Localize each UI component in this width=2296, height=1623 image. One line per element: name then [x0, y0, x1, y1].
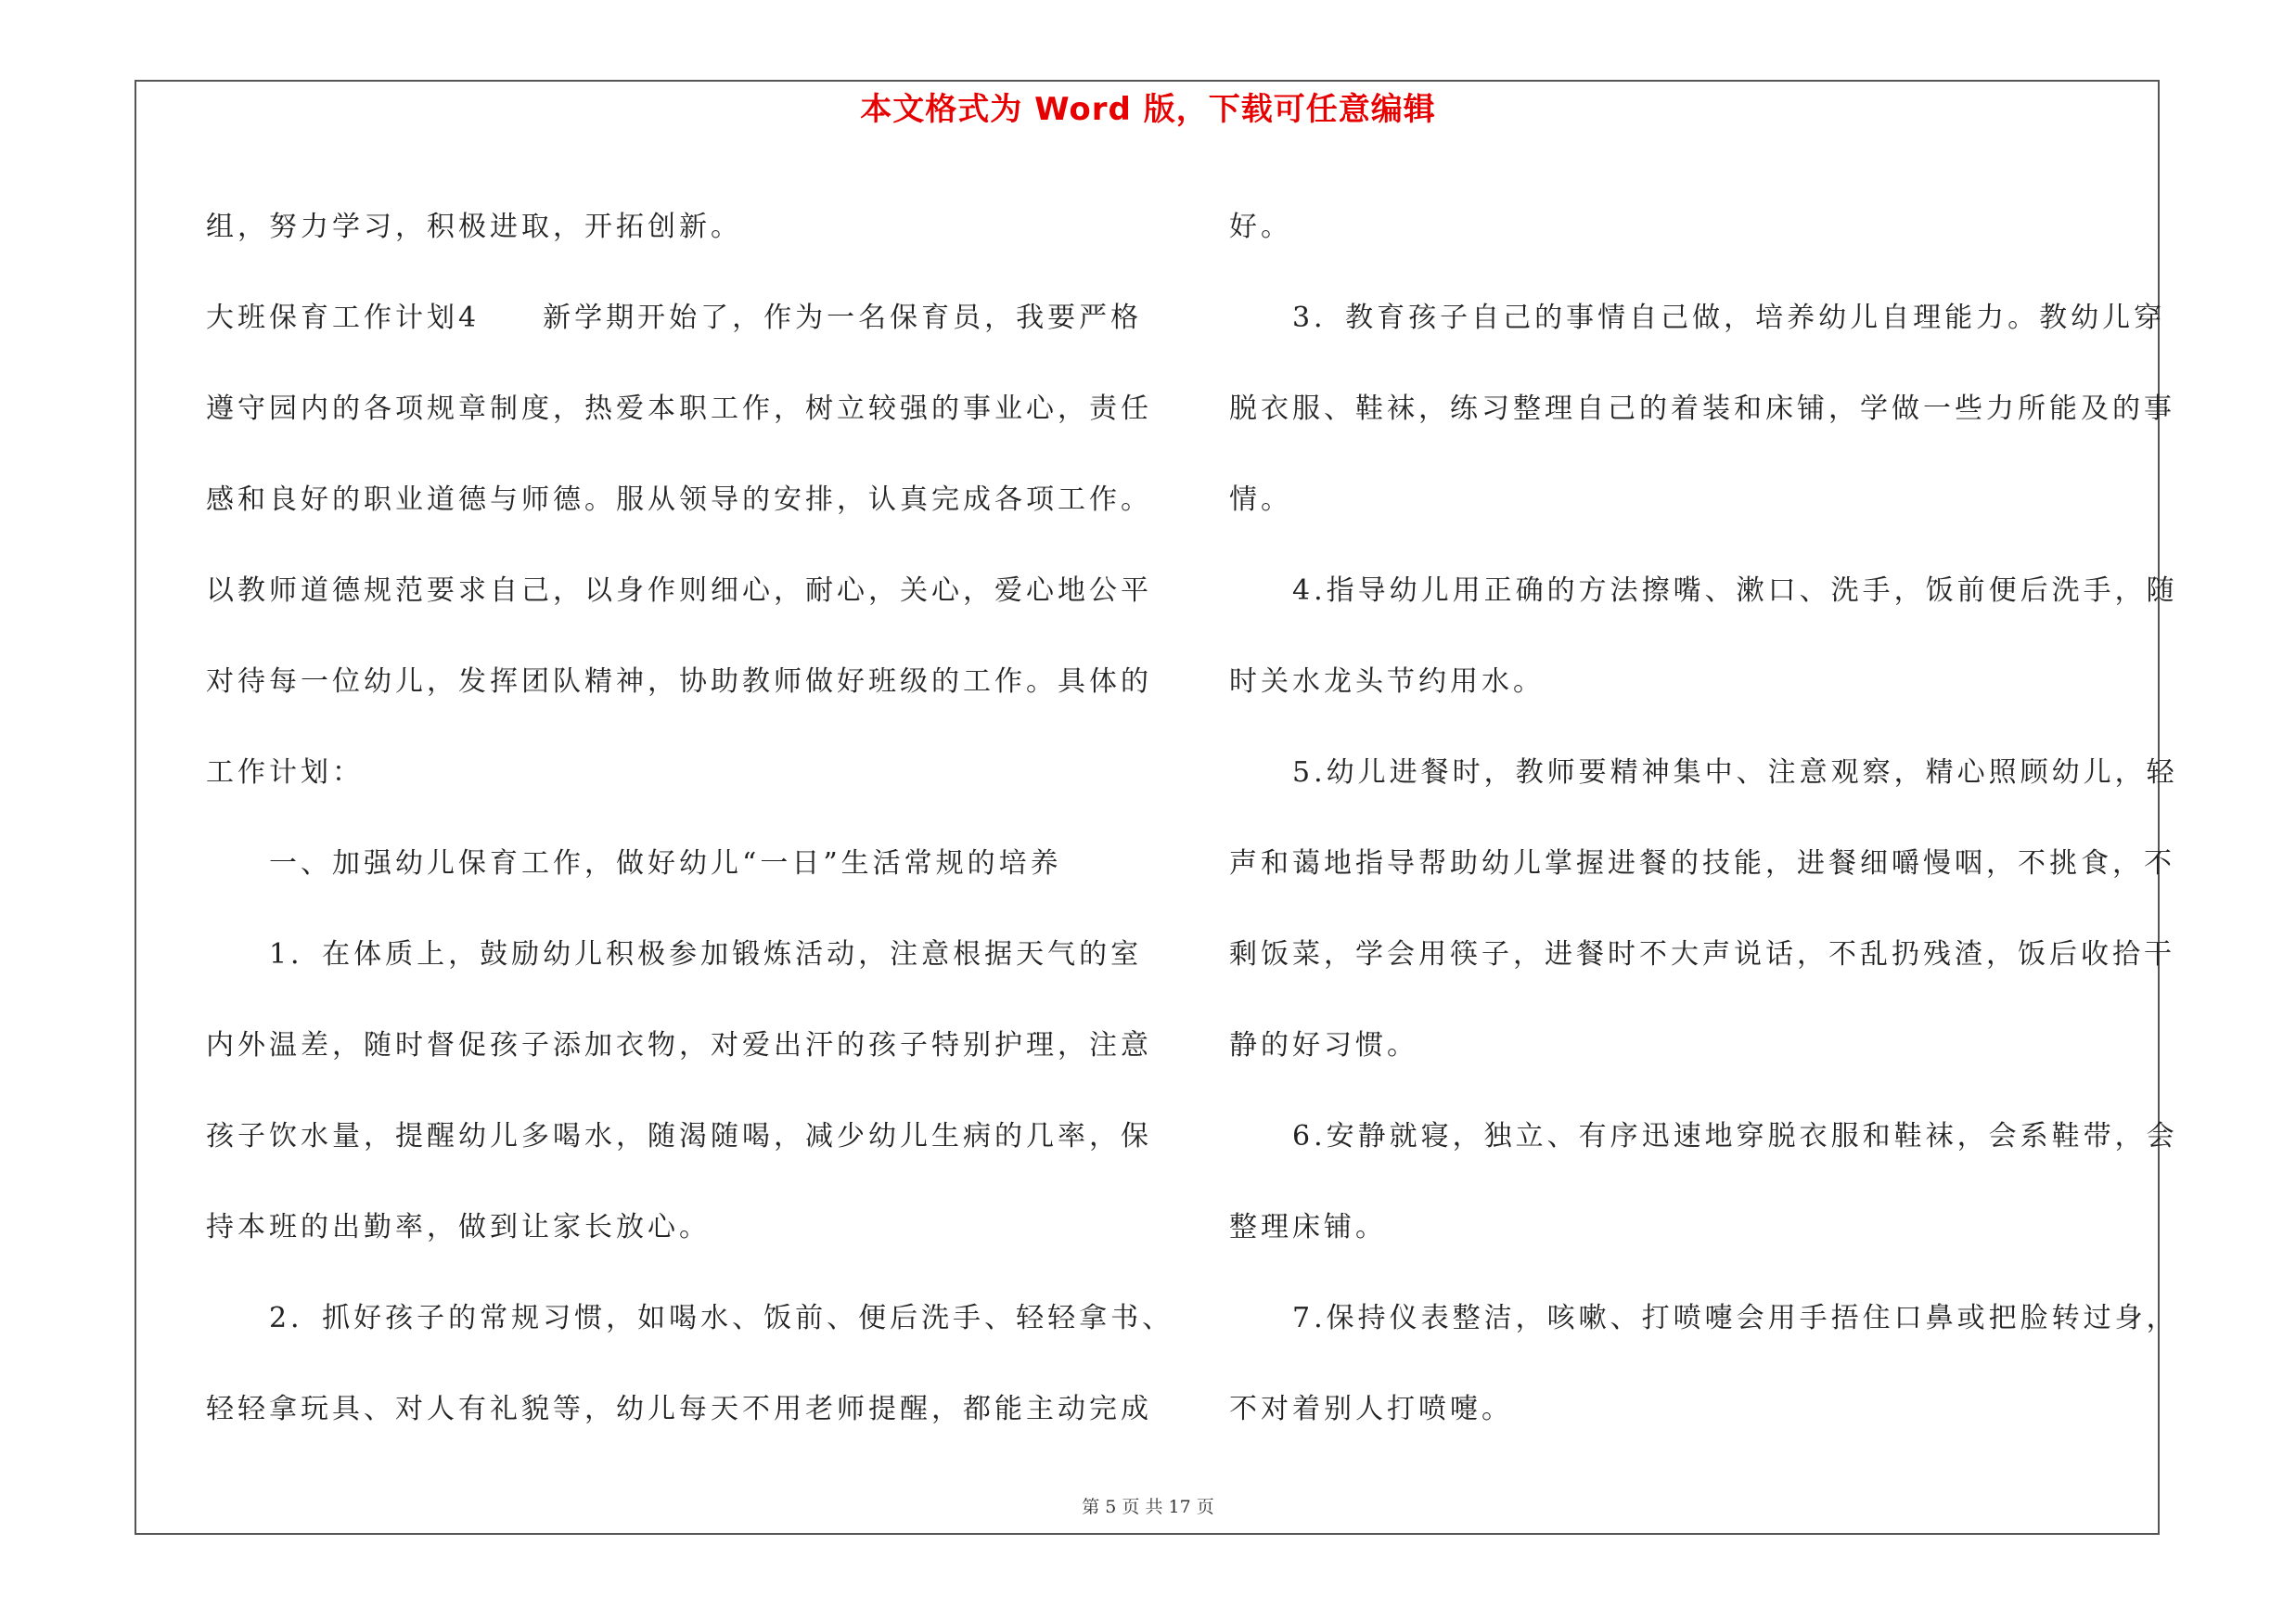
- text-line: 持本班的出勤率，做到让家长放心。: [206, 1211, 711, 1243]
- text-line: 7.保持仪表整洁，咳嗽、打喷嚏会用手捂住口鼻或把脸转过身，: [1229, 1302, 2178, 1334]
- text-line: 时关水龙头节约用水。: [1229, 665, 1545, 698]
- document-header-banner: 本文格式为 Word 版，下载可任意编辑: [860, 91, 1436, 128]
- text-line: 6.安静就寝，独立、有序迅速地穿脱衣服和鞋袜，会系鞋带，会: [1229, 1120, 2178, 1153]
- text-line: 遵守园内的各项规章制度，热爱本职工作，树立较强的事业心，责任: [206, 393, 1152, 425]
- text-line: 整理床铺。: [1229, 1211, 1387, 1243]
- text-line: 轻轻拿玩具、对人有礼貌等，幼儿每天不用老师提醒，都能主动完成: [206, 1393, 1152, 1425]
- text-line: 对待每一位幼儿，发挥团队精神，协助教师做好班级的工作。具体的: [206, 665, 1152, 698]
- text-line: 3．教育孩子自己的事情自己做，培养幼儿自理能力。教幼儿穿: [1229, 302, 2166, 334]
- text-line: 孩子饮水量，提醒幼儿多喝水，随渴随喝，减少幼儿生病的几率，保: [206, 1120, 1152, 1153]
- text-line: 感和良好的职业道德与师德。服从领导的安排，认真完成各项工作。: [206, 483, 1152, 516]
- text-line: 好。: [1229, 211, 1292, 243]
- text-line: 声和蔼地指导帮助幼儿掌握进餐的技能，进餐细嚼慢咽，不挑食，不: [1229, 847, 2175, 880]
- text-line: 脱衣服、鞋袜，练习整理自己的着装和床铺，学做一些力所能及的事: [1229, 393, 2175, 425]
- text-line: 4.指导幼儿用正确的方法擦嘴、漱口、洗手，饭前便后洗手，随: [1229, 574, 2178, 607]
- text-line: 内外温差，随时督促孩子添加衣物，对爱出汗的孩子特别护理，注意: [206, 1029, 1152, 1062]
- text-line: 1．在体质上，鼓励幼儿积极参加锻炼活动，注意根据天气的室: [206, 938, 1143, 971]
- left-text-column: [206, 182, 1174, 1455]
- page-number-footer: 第 5 页 共 17 页: [1082, 1497, 1214, 1517]
- right-text-column: [1229, 182, 2178, 1455]
- text-line: 工作计划：: [206, 756, 364, 789]
- text-line: 剩饭菜，学会用筷子，进餐时不大声说话，不乱扔残渣，饭后收拾干: [1229, 938, 2175, 971]
- section-heading: 一、加强幼儿保育工作，做好幼儿“一日”生活常规的培养: [206, 847, 1062, 880]
- text-line: 静的好习惯。: [1229, 1029, 1418, 1062]
- text-line: 组，努力学习，积极进取，开拓创新。: [206, 211, 742, 243]
- text-line: 以教师道德规范要求自己，以身作则细心，耐心，关心，爱心地公平: [206, 574, 1152, 607]
- text-line: 5.幼儿进餐时，教师要精神集中、注意观察，精心照顾幼儿，轻: [1229, 756, 2178, 789]
- text-line: 2．抓好孩子的常规习惯，如喝水、饭前、便后洗手、轻轻拿书、: [206, 1302, 1174, 1334]
- text-line: 情。: [1229, 483, 1292, 516]
- text-line: 大班保育工作计划4 新学期开始了，作为一名保育员，我要严格: [206, 302, 1143, 334]
- text-line: 不对着别人打喷嚏。: [1229, 1393, 1513, 1425]
